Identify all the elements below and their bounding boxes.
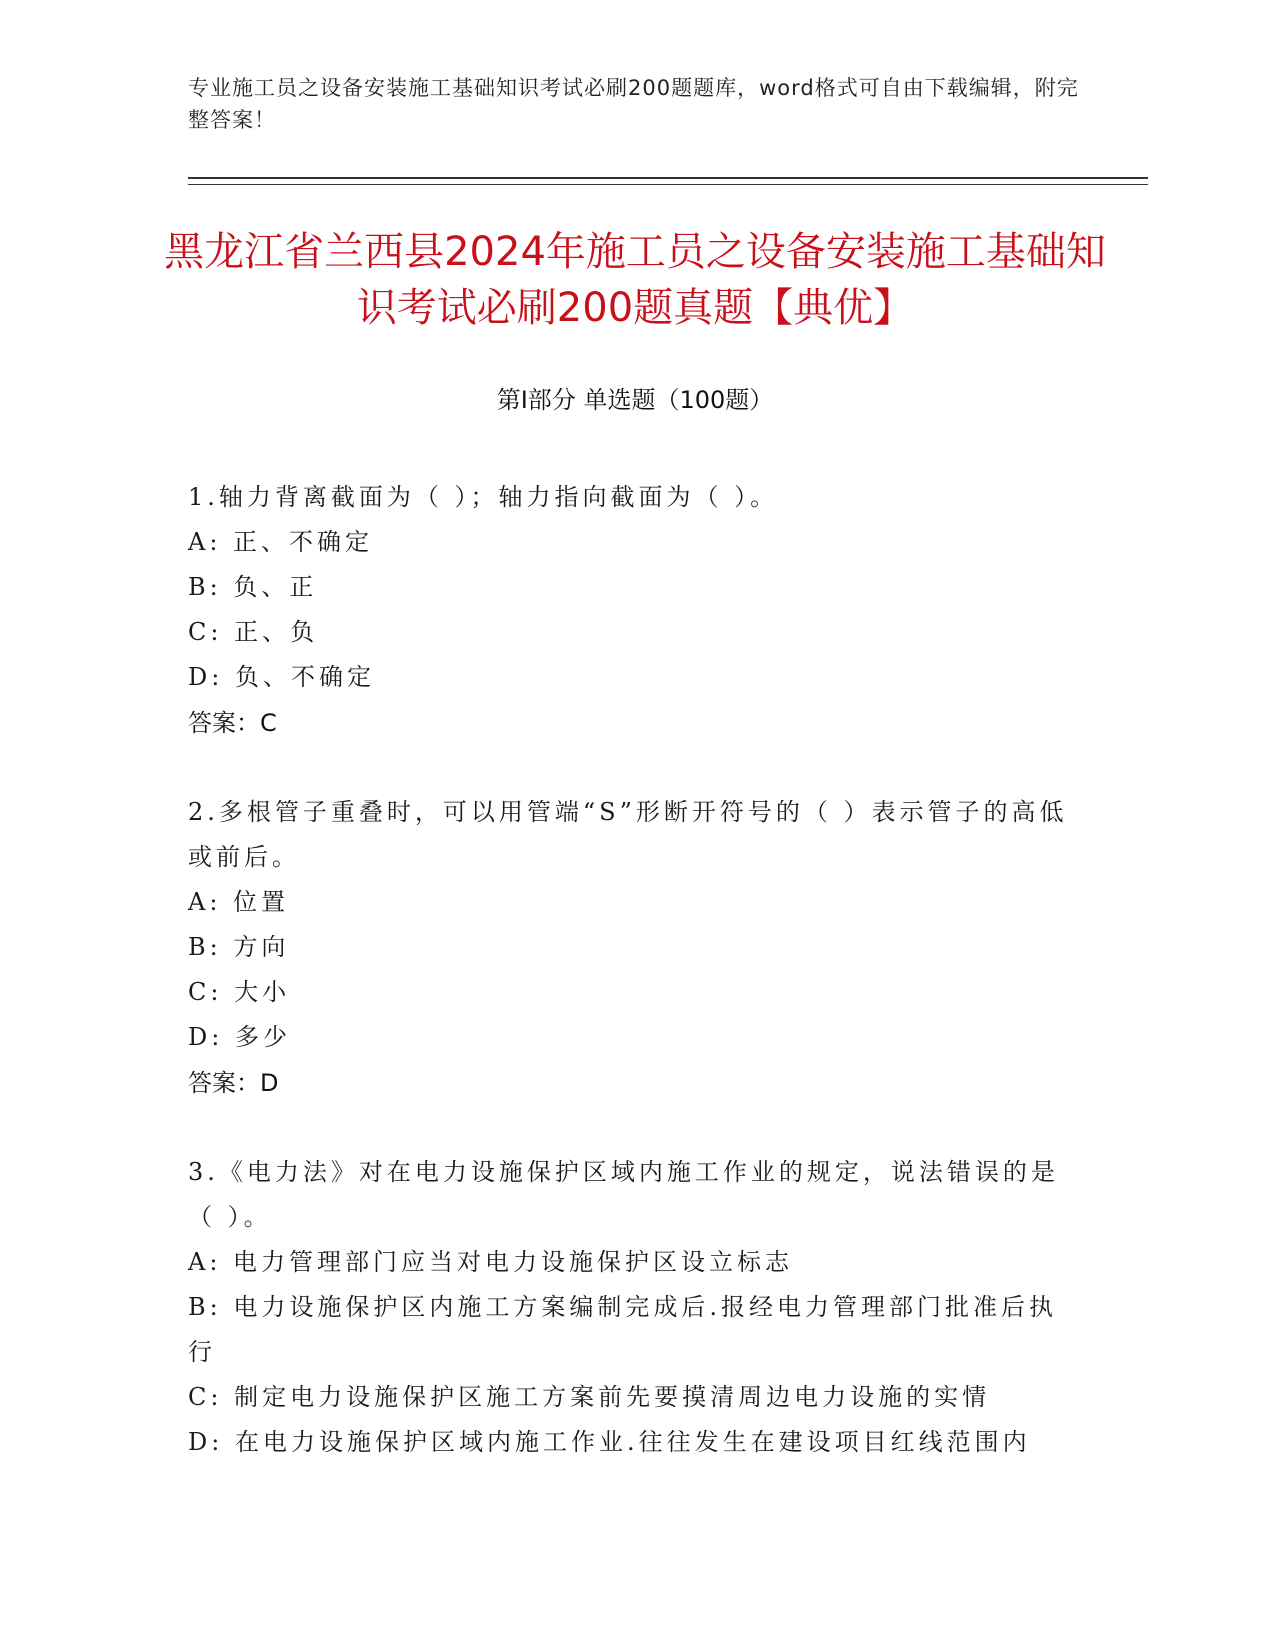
question-stem: 3.《电力法》对在电力设施保护区域内施工作业的规定，说法错误的是（ ）。 xyxy=(188,1158,1059,1231)
option-d: D: 多少 xyxy=(188,1023,291,1051)
option-b: B: 方向 xyxy=(188,933,290,961)
option-a: A: 正、不确定 xyxy=(188,528,374,556)
document-title: 黑龙江省兰西县2024年施工员之设备安装施工基础知识考试必刷200题真题【典优】 xyxy=(164,229,1106,331)
question-1 xyxy=(188,475,1068,746)
option-d: D: 在电力设施保护区域内施工作业.往往发生在建设项目红线范围内 xyxy=(188,1428,1031,1456)
header-note: 专业施工员之设备安装施工基础知识考试必刷200题题库，word格式可自由下载编辑，附完整答案！ xyxy=(188,76,1079,132)
header-divider-thick xyxy=(188,177,1148,179)
option-b: B: 电力设施保护区内施工方案编制完成后.报经电力管理部门批准后执行 xyxy=(188,1293,1057,1366)
option-b: B: 负、正 xyxy=(188,573,318,601)
answer-line: 答案：C xyxy=(188,709,277,737)
option-d: D: 负、不确定 xyxy=(188,663,375,691)
option-a: A: 电力管理部门应当对电力设施保护区设立标志 xyxy=(188,1248,794,1276)
answer-line: 答案：D xyxy=(188,1069,279,1097)
question-stem: 2.多根管子重叠时，可以用管端“S”形断开符号的（ ）表示管子的高低或前后。 xyxy=(188,798,1068,871)
option-c: C: 大小 xyxy=(188,978,291,1006)
question-3 xyxy=(188,1150,1068,1465)
question-2 xyxy=(188,790,1068,1106)
question-list xyxy=(188,475,1068,1509)
option-a: A: 位置 xyxy=(188,888,290,916)
option-c: C: 制定电力设施保护区施工方案前先要摸清周边电力设施的实情 xyxy=(188,1383,991,1411)
header-divider-thin xyxy=(188,184,1148,185)
question-stem: 1.轴力背离截面为（ ）；轴力指向截面为（ ）。 xyxy=(188,483,779,511)
option-c: C: 正、负 xyxy=(188,618,319,646)
section-heading: 第I部分 单选题（100题） xyxy=(496,386,774,414)
